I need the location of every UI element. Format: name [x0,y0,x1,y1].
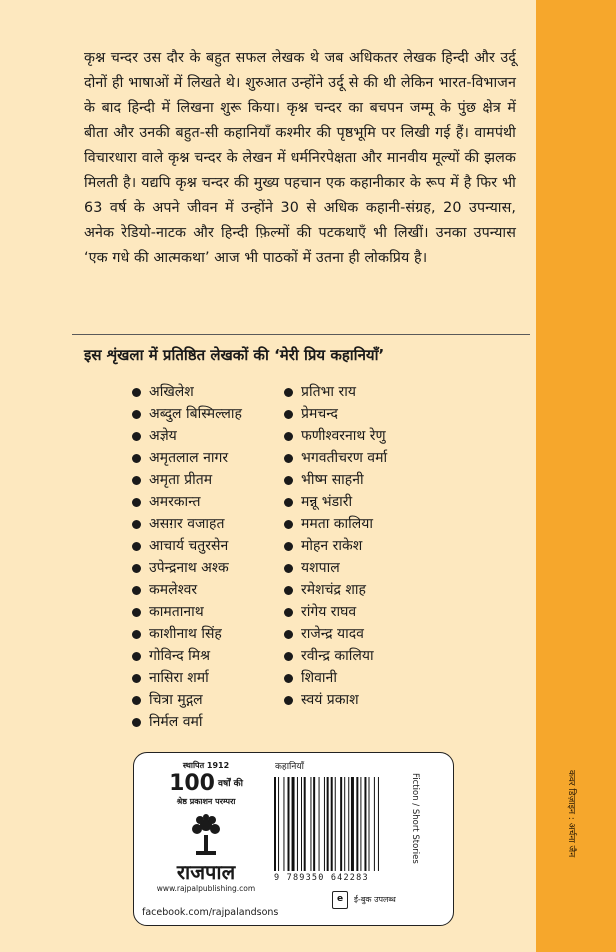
author-name: अब्दुल बिस्मिल्लाह [149,406,242,422]
bullet-icon [284,564,293,573]
author-list-item [284,601,484,623]
bullet-icon [132,652,141,661]
bullet-icon [132,696,141,705]
author-list-item [132,667,270,689]
author-name: चित्रा मुद्गल [149,692,203,708]
author-list-item [284,557,484,579]
author-name: प्रतिभा राय [301,384,356,400]
author-list-item [284,579,484,601]
author-name: रमेशचंद्र शाह [301,582,366,598]
author-list-item [132,557,270,579]
category-label-english: Fiction / Short Stories [410,773,420,864]
author-list-item [132,491,270,513]
author-list-item [132,579,270,601]
bullet-icon [132,388,141,397]
bullet-icon [284,520,293,529]
author-name: नासिरा शर्मा [149,670,209,686]
ebook-availability [332,891,396,909]
author-list-item [284,403,484,425]
author-list-right-column [284,381,484,733]
author-name: शिवानी [301,670,337,686]
facebook-link: facebook.com/rajpalandsons [142,907,279,918]
category-label-hindi: कहानियाँ [275,762,304,772]
bullet-icon [284,696,293,705]
author-name: आचार्य चतुरसेन [149,538,229,554]
bullet-icon [284,476,293,485]
bullet-icon [132,454,141,463]
bullet-icon [284,454,293,463]
author-list-item [132,689,270,711]
author-name: अमृतलाल नागर [149,450,229,466]
author-name: रांगेय राघव [301,604,357,620]
author-name: काशीनाथ सिंह [149,626,222,642]
author-name: प्रेमचन्द [301,406,338,422]
author-name: स्वयं प्रकाश [301,692,359,708]
bullet-icon [132,630,141,639]
ebook-icon: e [332,891,348,909]
author-name: कमलेश्वर [149,582,198,598]
bullet-icon [132,498,141,507]
author-list-item [132,601,270,623]
author-name: अखिलेश [149,384,194,400]
author-biography [84,46,516,271]
bullet-icon [284,586,293,595]
bullet-icon [284,432,293,441]
author-name: भीष्म साहनी [301,472,364,488]
cover-designer-credit: कवर डिज़ाइन : अर्चना जैन [566,770,576,858]
author-list-item [284,667,484,689]
bullet-icon [132,718,141,727]
barcode-icon [272,777,408,871]
bullet-icon [284,674,293,683]
author-name: उपेन्द्रनाथ अश्क [149,560,229,576]
author-list-item [284,689,484,711]
bullet-icon [284,498,293,507]
author-name: मोहन राकेश [301,538,363,554]
author-list-item [284,447,484,469]
author-list-item [284,381,484,403]
bullet-icon [132,674,141,683]
author-list-item [284,469,484,491]
author-list [132,381,512,733]
centenary-number: 100 [169,771,215,796]
bullet-icon [284,388,293,397]
bullet-icon [284,630,293,639]
bullet-icon [284,542,293,551]
publisher-logo-block [142,761,270,894]
bullet-icon [132,586,141,595]
author-list-left-column [132,381,270,733]
author-list-item [132,535,270,557]
author-list-item [132,403,270,425]
series-heading: इस शृंखला में प्रतिष्ठित लेखकों की ‘मेरी प्रिय कहानियाँ’ [84,346,385,364]
author-list-item [284,425,484,447]
bullet-icon [132,608,141,617]
bullet-icon [132,432,141,441]
bullet-icon [132,410,141,419]
cover-spine-strip [536,0,616,952]
author-list-item [132,381,270,403]
author-list-item [132,623,270,645]
bullet-icon [132,520,141,529]
author-list-item [132,469,270,491]
centenary-label: वर्षों की [218,779,243,789]
author-name: फणीश्वरनाथ रेणु [301,428,386,444]
author-name: गोविन्द मिश्र [149,648,211,664]
author-name: असग़र वजाहत [149,516,225,532]
author-list-item [284,623,484,645]
author-name: अमृता प्रीतम [149,472,213,488]
author-list-item [284,491,484,513]
author-name: भगवतीचरण वर्मा [301,450,388,466]
author-list-item [132,425,270,447]
publisher-brand: राजपाल [176,860,236,884]
author-name: कामतानाथ [149,604,204,620]
author-name: राजेन्द्र यादव [301,626,364,642]
established-label: स्थापित 1912 [182,761,230,770]
author-list-item [284,535,484,557]
ebook-label: ई-बुक उपलब्ध [354,895,396,904]
bullet-icon [132,564,141,573]
legacy-tagline: श्रेष्ठ प्रकाशन परम्परा [176,797,236,806]
publisher-website: www.rajpalpublishing.com [156,884,256,893]
publisher-info-box [133,752,454,926]
author-list-item [132,513,270,535]
author-name: अमरकान्त [149,494,201,510]
bullet-icon [284,410,293,419]
author-list-item [284,645,484,667]
centenary-row [142,773,270,795]
bullet-icon [284,652,293,661]
author-list-item [132,711,270,733]
author-list-item [132,645,270,667]
author-list-item [284,513,484,535]
section-divider [72,334,530,335]
bullet-icon [284,608,293,617]
author-list-item [132,447,270,469]
author-name: रवीन्द्र कालिया [301,648,374,664]
bullet-icon [132,476,141,485]
author-name: अज्ञेय [149,428,177,444]
bullet-icon [132,542,141,551]
author-name: मन्नू भंडारी [301,494,353,510]
author-name: निर्मल वर्मा [149,714,203,730]
biography-text: कृश्न चन्दर उस दौर के बहुत सफल लेखक थे जब अधिकतर लेखक हिन्दी और उर्दू दोनों ही भाषाओं में लिखते थे। शुरुआत उन्होंने उर्दू से की थी लेकिन भारत-विभाजन के बाद हिन्दी में लिखना शुरू किया। कृश्न चन्दर का बचपन जम्मू के पुंछ क्षेत्र में बीता और उनकी बहुत-सी कहानियाँ कश्मीर की पृष्ठभूमि पर लिखी गई हैं। वामपंथी विचारधारा वाले कृश्न चन्दर के लेखन में धर्मनिरपेक्षता और मानवीय मूल्यों की झलक मिलती है। यद्यपि कृश्न चन्दर की मुख्य पहचान एक कहानीकार के रूप में है फिर भी 63 वर्ष के अपने जीवन में उन्होंने 30 से अधिक कहानी-संग्रह, 20 उपन्यास, अनेक रेडियो-नाटक और हिन्दी फ़िल्मों की पटकथाएँ भी लिखीं। उनका उपन्यास ‘एक गधे की आत्मकथा’ आज भी पाठकों में उतना ही लोकप्रिय है। [84,50,516,266]
tree-logo-icon [186,813,226,857]
isbn-number: 9 789350 642283 [274,873,369,883]
author-name: ममता कालिया [301,516,374,532]
author-name: यशपाल [301,560,340,576]
